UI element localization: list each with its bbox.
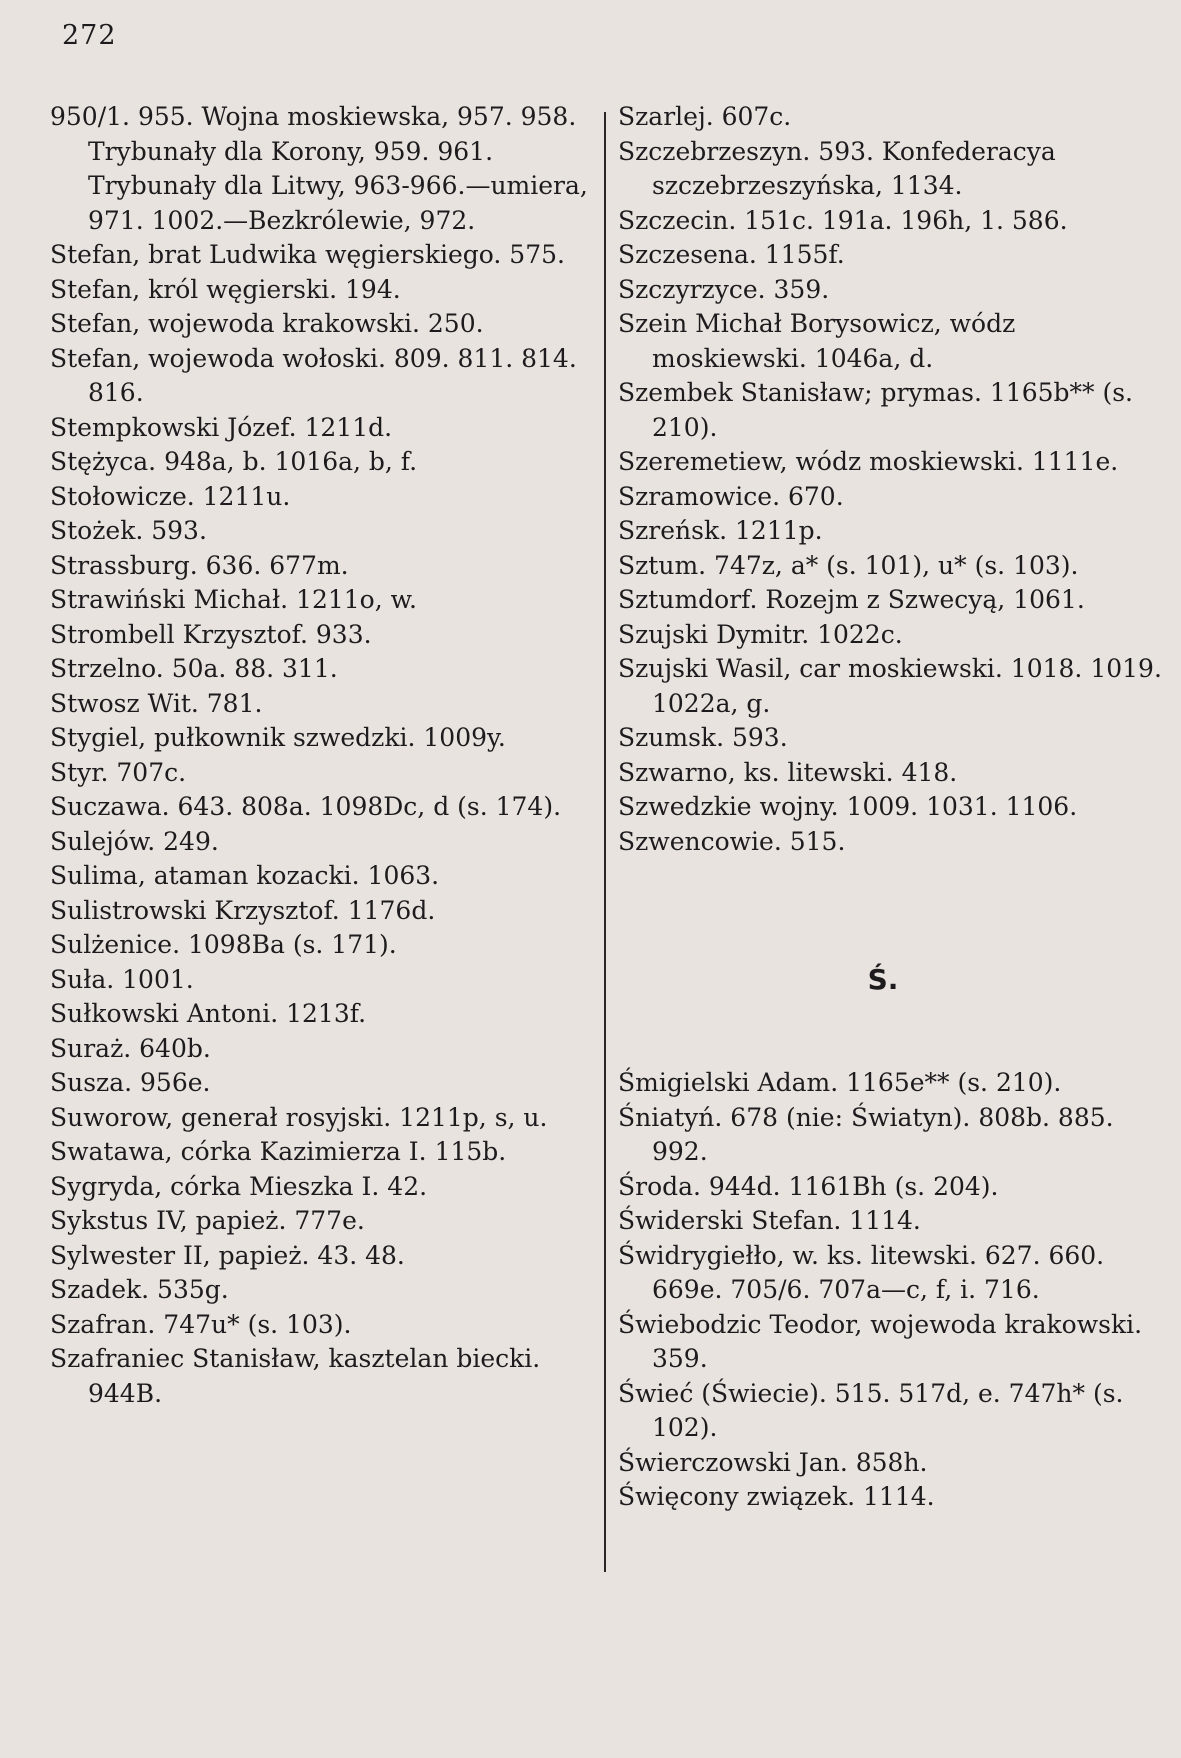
index-entry: Stygiel, pułkownik szwedzki. 1009y.: [50, 723, 506, 752]
index-entry: Suworow, generał rosyjski. 1211p, s, u.: [50, 1102, 548, 1132]
index-entry: Szwencowie. 515.: [618, 826, 846, 856]
right-column: [618, 100, 1168, 1515]
index-entry: Strombell Krzysztof. 933.: [50, 619, 372, 649]
index-entry: Swatawa, córka Kazimierza I. 115b.: [50, 1137, 507, 1166]
index-entry: Suraż. 640b.: [50, 1033, 211, 1063]
index-entry: Szafraniec Stanisław, kasztelan biecki. 944B.: [50, 1344, 541, 1408]
index-entry: Sykstus IV, papież. 777e.: [50, 1206, 365, 1235]
index-entry: Sylwester II, papież. 43. 48.: [50, 1240, 405, 1270]
index-entry: Strawiński Michał. 1211o, w.: [50, 585, 417, 614]
index-entry: Suczawa. 643. 808a. 1098Dc, d (s. 174).: [50, 792, 562, 821]
index-entry: Sułkowski Antoni. 1213f.: [50, 999, 367, 1028]
index-entry: Szumsk. 593.: [618, 723, 788, 752]
index-entry: Sulima, ataman kozacki. 1063.: [50, 861, 440, 890]
page-number: 272: [62, 20, 117, 51]
index-entry: Szczesena. 1155f.: [618, 240, 845, 269]
index-entry: Świeć (Świecie). 515. 517d, e. 747h* (s. 102).: [618, 1378, 1124, 1442]
index-entry: Szczecin. 151c. 191a. 196h, 1. 586.: [618, 205, 1068, 235]
index-entry: Sulejów. 249.: [50, 826, 219, 856]
index-entry: Styr. 707c.: [50, 757, 187, 787]
index-entry: Stefan, brat Ludwika węgierskiego. 575.: [50, 240, 565, 269]
index-entry: Szarlej. 607c.: [618, 102, 792, 131]
index-entry: Szeremetiew, wódz moskiewski. 1111e.: [618, 447, 1119, 476]
index-entry: Szczebrzeszyn. 593. Konfederacya szczebrzeszyńska, 1134.: [618, 136, 1056, 200]
section-letter-heading: Ś.: [867, 963, 899, 996]
index-entry: Szujski Dymitr. 1022c.: [618, 619, 903, 649]
index-entry: Szwarno, ks. litewski. 418.: [618, 757, 958, 787]
index-entry: Świderski Stefan. 1114.: [618, 1206, 921, 1235]
index-entry: Szramowice. 670.: [618, 481, 844, 511]
index-entry: Stefan, król węgierski. 194.: [50, 274, 401, 304]
index-entry: Stempkowski Józef. 1211d.: [50, 412, 393, 442]
index-entry: Szembek Stanisław; prymas. 1165b** (s. 210).: [618, 378, 1133, 442]
index-entry: Sulżenice. 1098Ba (s. 171).: [50, 930, 397, 959]
index-entry: Sulistrowski Krzysztof. 1176d.: [50, 895, 436, 925]
index-entry: Szafran. 747u* (s. 103).: [50, 1309, 352, 1339]
index-entry: Sztum. 747z, a* (s. 101), u* (s. 103).: [618, 550, 1079, 580]
left-column: [50, 100, 588, 1411]
index-entry: Świdrygiełło, w. ks. litewski. 627. 660. 669e. 705/6. 707a—c, f, i. 716.: [618, 1240, 1105, 1304]
index-entry: Sygryda, córka Mieszka I. 42.: [50, 1171, 428, 1201]
index-entry: Środa. 944d. 1161Bh (s. 204).: [618, 1171, 999, 1201]
index-entry: Sztumdorf. Rozejm z Szwecyą, 1061.: [618, 585, 1085, 614]
index-entry: Stożek. 593.: [50, 516, 207, 545]
index-entry: Strzelno. 50a. 88. 311.: [50, 654, 338, 683]
index-entry: Świerczowski Jan. 858h.: [618, 1447, 928, 1477]
index-entry: Szreńsk. 1211p.: [618, 516, 823, 545]
index-entry: Szujski Wasil, car moskiewski. 1018. 1019. 1022a, g.: [618, 654, 1162, 718]
index-entry: Stężyca. 948a, b. 1016a, b, f.: [50, 447, 418, 476]
column-divider: [604, 112, 606, 1572]
index-entry: Stwosz Wit. 781.: [50, 688, 263, 718]
index-entry: Święcony związek. 1114.: [618, 1482, 935, 1511]
index-entry: Śmigielski Adam. 1165e** (s. 210).: [618, 1068, 1062, 1097]
index-entry: Śniatyń. 678 (nie: Światyn). 808b. 885. 992.: [618, 1102, 1114, 1166]
index-entry: Szadek. 535g.: [50, 1275, 229, 1304]
index-entry: Susza. 956e.: [50, 1068, 211, 1097]
index-entry: Stefan, wojewoda krakowski. 250.: [50, 309, 484, 338]
index-entry: Stołowicze. 1211u.: [50, 481, 291, 511]
index-entry: Stefan, wojewoda wołoski. 809. 811. 814. 816.: [50, 343, 577, 407]
index-entry: Suła. 1001.: [50, 964, 194, 994]
index-entry: Strassburg. 636. 677m.: [50, 550, 349, 580]
index-entry: 950/1. 955. Wojna moskiewska, 957. 958. Trybunały dla Korony, 959. 961. Trybunały dla Litwy, 963-966.—umiera, 971. 1002.—Bezkrólewie, 972.: [50, 102, 588, 235]
index-entry: Świebodzic Teodor, wojewoda krakowski. 359.: [618, 1309, 1143, 1373]
index-entry: Szczyrzyce. 359.: [618, 274, 830, 304]
index-entry: Szein Michał Borysowicz, wódz moskiewski. 1046a, d.: [618, 309, 1016, 373]
index-entry: Szwedzkie wojny. 1009. 1031. 1106.: [618, 792, 1078, 821]
